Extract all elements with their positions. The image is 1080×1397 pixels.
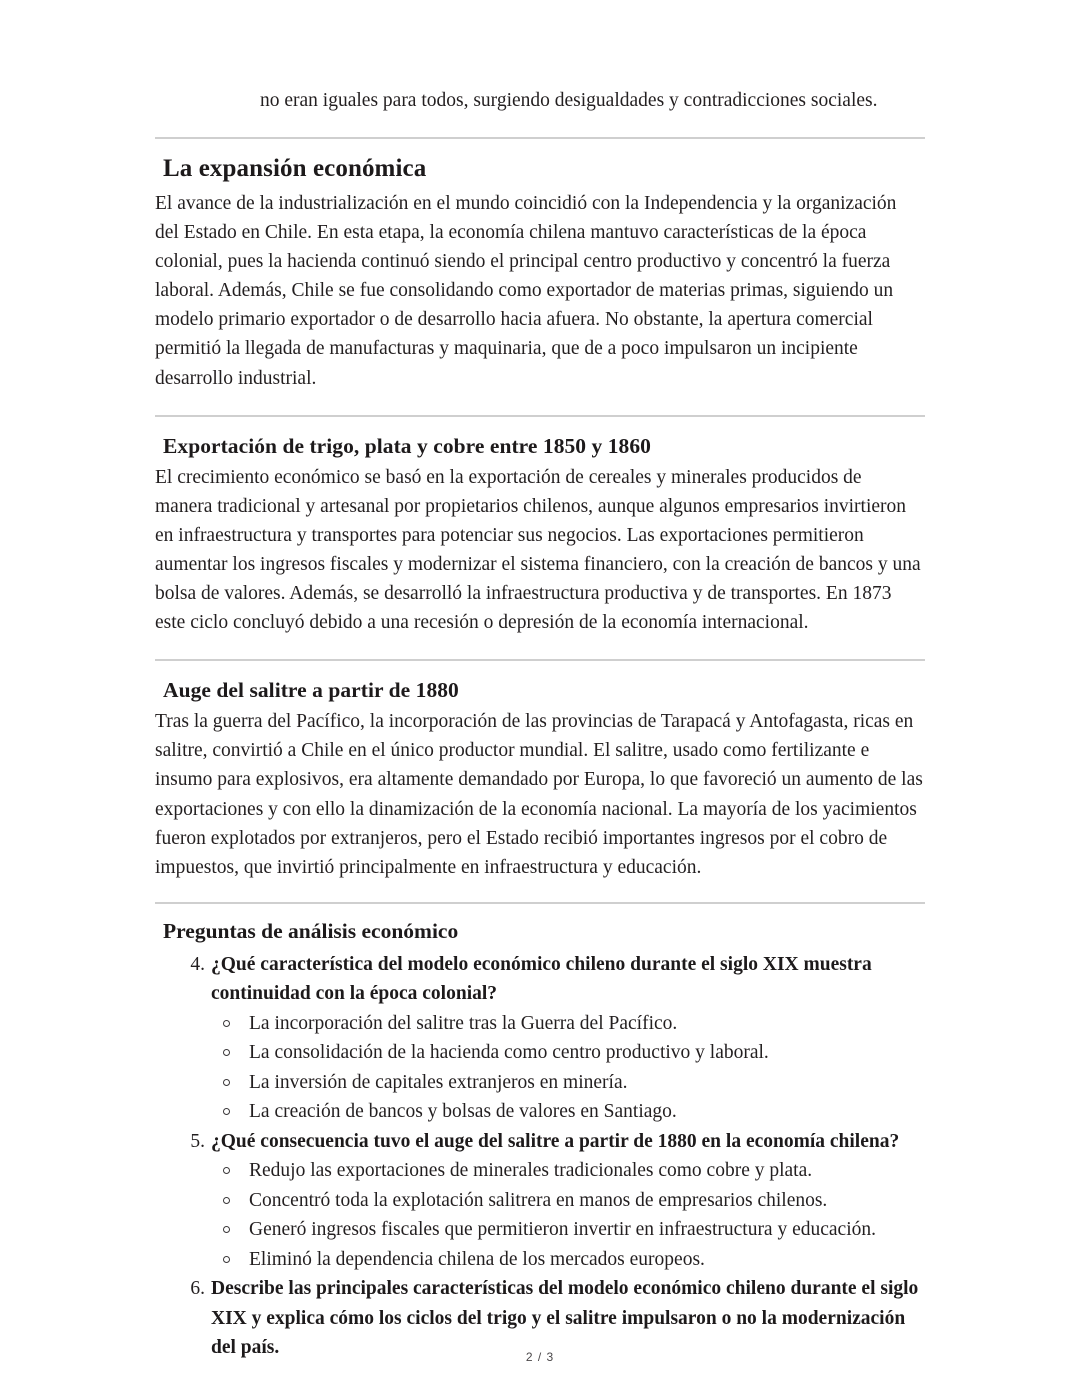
carryover-paragraph: no eran iguales para todos, surgiendo desigualdades y contradicciones sociales.	[260, 90, 878, 111]
answer-option[interactable]	[211, 1156, 929, 1186]
question-item	[155, 950, 925, 1127]
answer-option[interactable]	[211, 1009, 929, 1039]
question-item	[155, 1127, 925, 1275]
section-body-auge-salitre: Tras la guerra del Pacífico, la incorporación de las provincias de Tarapacá y Antofagasta, ricas en salitre, convirtió a Chile en el único productor mundial. El salitre, usado como fertilizante e insumo para explosivos, era altamente demandado por Europa, lo que favoreció un aumento de las exportaciones y con ello la dinamización de la economía nacional. La mayoría de los yacimientos fueron explotados por extranjeros, pero el Estado recibió importantes ingresos por el cobro de impuestos, que invirtió principalmente en infraestructura y educación.	[155, 711, 923, 878]
answer-option[interactable]	[211, 1215, 929, 1245]
section-divider	[155, 902, 925, 904]
section-heading-expansion-economica: La expansión económica	[163, 155, 427, 182]
questions-list	[155, 950, 925, 1363]
section-body-exportacion-trigo: El crecimiento económico se basó en la exportación de cereales y minerales producidos de manera tradicional y artesanal por propietarios chilenos, aunque algunos empresarios invirtieron en infraestructura y transportes para potenciar sus negocios. Las exportaciones permitieron aumentar los ingresos fiscales y modernizar el sistema financiero, con la creación de bancos y una bolsa de valores. Además, se desarrolló la infraestructura productiva y de transportes. En 1873 este ciclo concluyó debido a una recesión o depresión de la economía internacional.	[155, 466, 921, 634]
questions-section-heading: Preguntas de análisis económico	[163, 918, 459, 943]
question-text: ¿Qué consecuencia tuvo el auge del salitre a partir de 1880 en la economía chilena?	[211, 1130, 900, 1152]
circle-bullet-icon	[223, 1226, 230, 1233]
question-number: 5.	[190, 1130, 205, 1152]
circle-bullet-icon	[223, 1167, 230, 1174]
circle-bullet-icon	[223, 1256, 230, 1263]
answer-option[interactable]	[211, 1186, 929, 1216]
section-divider	[155, 415, 925, 417]
answer-option-label: La consolidación de la hacienda como centro productivo y laboral.	[249, 1042, 769, 1064]
page-number-footer: 2 / 3	[525, 1350, 555, 1364]
section-body-expansion-economica: El avance de la industrialización en el mundo coincidió con la Independencia y la organización del Estado en Chile. En esta etapa, la economía chilena mantuvo características de la época colonial, pues la hacienda continuó siendo el principal centro productivo y concentró la fuerza laboral. Además, Chile se fue consolidando como exportador de materias primas, siguiendo un modelo primario exportador o de desarrollo hacia afuera. No obstante, la apertura comercial permitió la llegada de manufacturas y maquinaria, que de a poco impulsaron un incipiente desarrollo industrial.	[155, 193, 897, 389]
answer-option-label: Eliminó la dependencia chilena de los mercados europeos.	[249, 1248, 705, 1270]
circle-bullet-icon	[223, 1079, 230, 1086]
section-divider	[155, 137, 925, 139]
answer-option-label: La incorporación del salitre tras la Guerra del Pacífico.	[249, 1012, 678, 1034]
answer-options-list	[211, 1156, 925, 1274]
circle-bullet-icon	[223, 1197, 230, 1204]
section-heading-exportacion-trigo: Exportación de trigo, plata y cobre entre 1850 y 1860	[163, 433, 651, 458]
page-content	[155, 86, 925, 1363]
question-number: 6.	[190, 1278, 205, 1300]
question-text: ¿Qué característica del modelo económico chileno durante el siglo XIX muestra continuidad con la época colonial?	[211, 953, 872, 1005]
answer-options-list	[211, 1009, 925, 1127]
section-divider	[155, 659, 925, 661]
circle-bullet-icon	[223, 1108, 230, 1115]
answer-option[interactable]	[211, 1038, 929, 1068]
answer-option[interactable]	[211, 1097, 929, 1127]
answer-option-label: Redujo las exportaciones de minerales tradicionales como cobre y plata.	[249, 1160, 813, 1182]
answer-option-label: La creación de bancos y bolsas de valores en Santiago.	[249, 1101, 677, 1123]
answer-option-label: La inversión de capitales extranjeros en minería.	[249, 1071, 628, 1093]
answer-option[interactable]	[211, 1245, 929, 1275]
question-text: Describe las principales características del modelo económico chileno durante el siglo XIX y explica cómo los ciclos del trigo y el salitre impulsaron o no la modernización del país.	[211, 1278, 919, 1359]
answer-option[interactable]	[211, 1068, 929, 1098]
answer-option-label: Generó ingresos fiscales que permitieron invertir en infraestructura y educación.	[249, 1219, 876, 1241]
section-heading-auge-salitre: Auge del salitre a partir de 1880	[163, 678, 459, 703]
circle-bullet-icon	[223, 1049, 230, 1056]
question-number: 4.	[190, 953, 205, 975]
answer-option-label: Concentró toda la explotación salitrera en manos de empresarios chilenos.	[249, 1189, 828, 1211]
circle-bullet-icon	[223, 1020, 230, 1027]
